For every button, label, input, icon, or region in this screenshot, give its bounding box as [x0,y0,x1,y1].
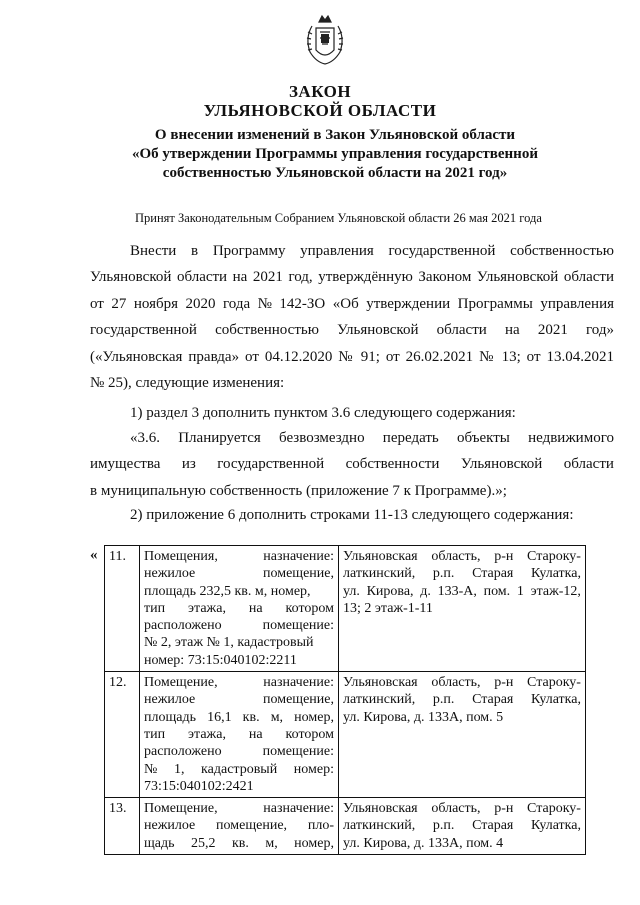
word: расположено [144,744,222,760]
word: р.п. [432,818,455,834]
cell-line [144,817,334,834]
address-cell [339,798,586,855]
word: от [90,295,104,312]
clause-3-6-paragraph [90,425,614,505]
word: 25,2 [190,835,216,851]
word: Помещение, [144,801,218,817]
word: управления [540,295,614,312]
word: номер, [294,709,334,725]
word: пом. [483,583,511,599]
word: Староку- [527,801,581,817]
word: области [563,456,614,473]
word: нежилое [144,692,196,708]
word: область, [431,675,481,691]
word: Программы [457,295,533,312]
word: Ульяновская [343,675,418,691]
word: собственности [345,456,440,473]
text-line: («Ульяновская правда» от 04.12.2020 № 91; от 26.02.2021 № 13; от 13.04.2021 [90,348,614,365]
word: назначение: [263,549,334,564]
table-open-quote: « [90,547,98,563]
cell-line [144,761,334,778]
word: утверждении [366,295,451,312]
word: 2020 [185,295,216,312]
word: кв. [231,835,249,851]
word: Кулатка, [531,818,581,834]
word: расположено [144,618,222,634]
region-heading: УЛЬЯНОВСКОЙ ОБЛАСТИ [203,101,437,120]
row-number-cell: 13. [105,798,140,855]
text-line: Ульяновской области на 2021 год, утверждённую Законом Ульяновской области [90,269,614,286]
word: Ульяновской [337,322,419,339]
word: р-н [494,675,514,691]
word: р.п. [432,692,455,708]
amendment-item-2: 2) приложение 6 дополнить строками 11-13 следующего содержания: [130,507,574,523]
word: «Об [332,295,359,312]
word: кадастровый [201,761,278,777]
word: помещение, [263,692,334,708]
cell-line [144,565,334,582]
law-subtitle [80,126,590,183]
word: р-н [494,549,514,564]
word: площадь [144,709,196,725]
word: Кирова, [366,583,414,599]
word: м, [270,709,284,725]
cell-line [144,600,334,617]
word: м, [265,835,278,851]
word: Планируется [178,430,261,446]
word: Помещения, [144,549,218,564]
word: из [181,456,196,473]
word: безвозмездно [279,430,365,446]
cell-line: 13; 2 этаж-1-11 [343,600,433,616]
word: Старая [472,818,514,834]
word: кв. [242,709,260,725]
subtitle-line: О внесении изменений в Закон Ульяновской области [154,127,516,143]
word: недвижимого [528,430,614,446]
word: в [191,243,199,259]
word: латкинский, [343,692,416,708]
word: помещение: [262,744,334,760]
word: Староку- [527,675,581,691]
cell-line [144,617,334,634]
description-cell [140,798,339,855]
word: 133-А, [437,583,477,599]
word: этажа, [188,600,226,616]
word: р-н [494,801,514,817]
property-table [104,545,586,855]
word: пло- [307,818,334,834]
text-line [90,451,614,477]
word: латкинский, [343,566,416,582]
word: этажа, [188,726,226,742]
cell-line [144,835,334,852]
text-line [90,317,614,343]
table-row [105,798,586,855]
cell-line [144,548,334,565]
cell-line [343,548,581,565]
word: р.п. [432,566,455,582]
word: 2021 [537,322,568,339]
word: д. [420,583,431,599]
word: год» [586,322,614,339]
word: Ульяновской [460,456,543,473]
word: государственной [388,243,496,259]
address-cell [339,672,586,798]
word: нежилое [144,566,196,582]
word: государственной [90,322,197,339]
word: объекты [456,430,510,446]
word: 16,1 [207,709,232,725]
word: имущества [90,456,161,473]
text-line [130,238,614,264]
word: Кулатка, [531,566,581,582]
cell-line [343,565,581,582]
cell-line [343,691,581,708]
word: 27 [111,295,127,312]
word: № [257,295,272,312]
description-cell [140,546,339,672]
word: на [248,600,263,616]
word: Ульяновская [343,549,418,564]
word: на [504,322,520,339]
row-number-cell: 11. [105,546,140,672]
word: года [222,295,251,312]
word: латкинский, [343,818,416,834]
cell-line: номер: 73:15:040102:2211 [144,652,297,668]
word: «3.6. [130,430,160,446]
word: номер, [294,835,334,851]
cell-line: № 2, этаж № 1, кадастровый [144,635,314,651]
word: область, [431,549,481,564]
word: на [248,726,263,742]
word: Внести [130,243,177,259]
word: Кулатка, [531,692,581,708]
adoption-note: Принят Законодательным Собранием Ульяновской области 26 мая 2021 года [135,211,542,225]
word: тип [144,726,166,742]
word: 1, [173,761,185,777]
main-paragraph [90,238,614,398]
word: Помещение, [144,675,218,691]
word: котором [285,600,334,616]
word: ул. [343,583,360,599]
word: назначение: [263,801,334,817]
word: передать [382,430,439,446]
word: собственностью [215,322,319,339]
text-line [130,425,614,451]
word: Старая [472,692,514,708]
word: номер: [293,761,334,777]
word: государственной [217,456,325,473]
word: помещение, [216,818,288,834]
text-line [90,291,614,317]
cell-line [343,800,581,817]
word: № [144,761,158,777]
word: Староку- [527,549,581,564]
word: области [436,322,487,339]
cell-line: 73:15:040102:2421 [144,778,254,794]
word: Старая [472,566,514,582]
cell-line: площадь 232,5 кв. м, номер, [144,583,311,599]
cell-line [343,817,581,834]
word: ноября [133,295,179,312]
cell-line [144,691,334,708]
coat-of-arms-icon [302,10,348,68]
word: помещение, [263,566,334,582]
cell-line [144,800,334,817]
description-cell [140,672,339,798]
cell-line [144,709,334,726]
word: Программу [212,243,286,259]
text-line: в муниципальную собственность (приложение 7 к Программе).»; [90,482,507,499]
word: собственностью [510,243,614,259]
row-number-cell: 12. [105,672,140,798]
cell-line [144,743,334,760]
word: нежилое [144,818,196,834]
word: 1 [516,583,524,599]
word: управления [300,243,374,259]
word: помещение: [262,618,334,634]
address-cell [339,546,586,672]
cell-line [144,674,334,691]
table-row [105,672,586,798]
subtitle-line: «Об утверждении Программы управления государственной [132,146,538,162]
cell-line [343,674,581,691]
word: тип [144,600,166,616]
cell-line: ул. Кирова, д. 133А, пом. 5 [343,709,504,725]
word: этаж-12, [530,583,581,599]
word: котором [285,726,334,742]
cell-line: ул. Кирова, д. 133А, пом. 4 [343,835,504,851]
subtitle-line: собственностью Ульяновской области на 2021 год» [162,165,508,181]
word: Ульяновская [343,801,418,817]
word: область, [431,801,481,817]
word: 142-ЗО [279,295,326,312]
word: щадь [144,835,175,851]
law-heading: ЗАКОН [288,82,352,101]
table-row [105,546,586,672]
cell-line [144,726,334,743]
amendment-item-1: 1) раздел 3 дополнить пунктом 3.6 следующего содержания: [130,405,516,421]
text-line: № 25), следующие изменения: [90,375,285,391]
cell-line [343,583,581,600]
word: назначение: [263,675,334,691]
